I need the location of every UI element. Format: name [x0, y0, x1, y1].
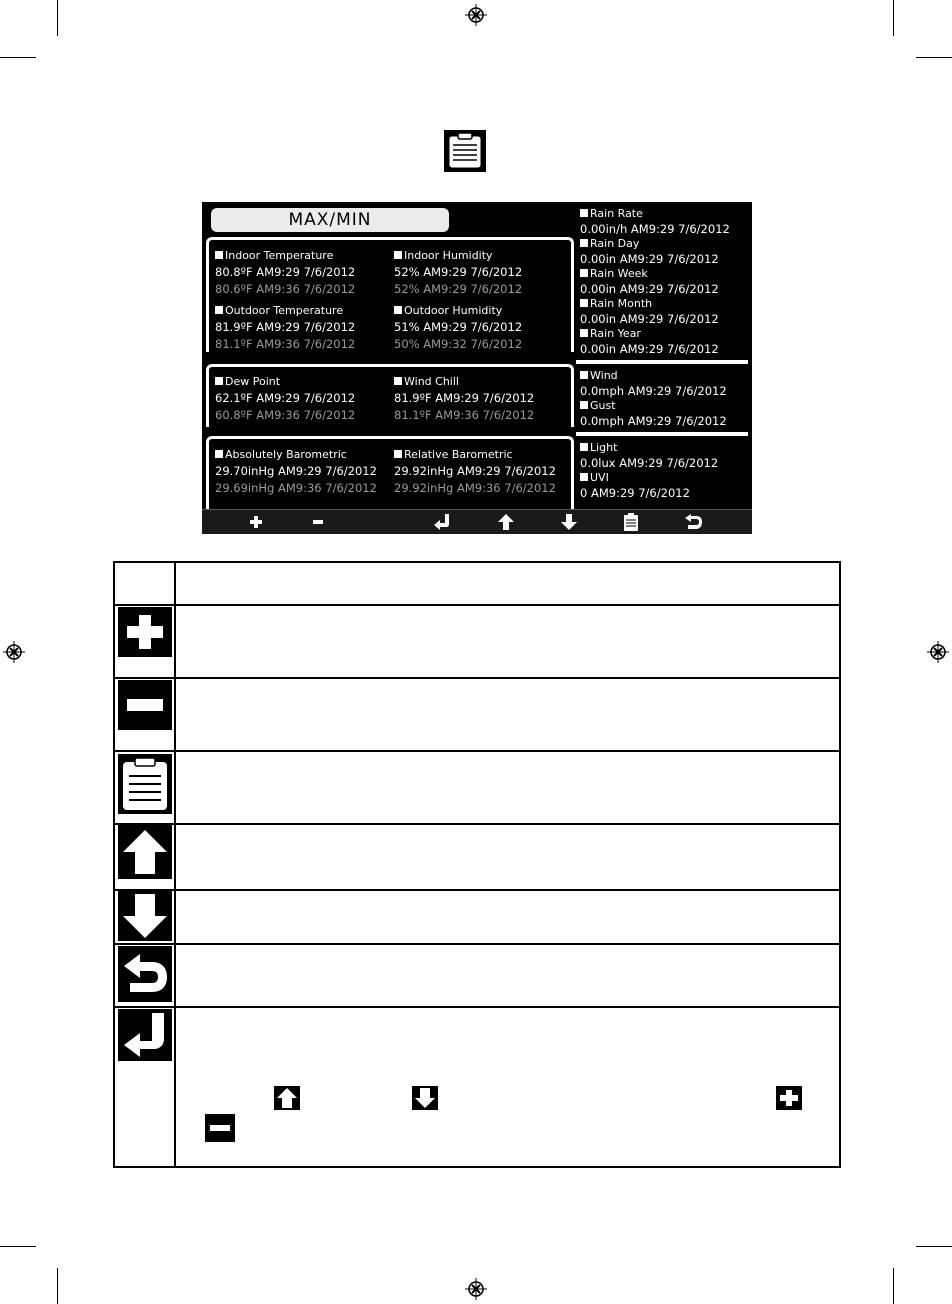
crop-mark — [0, 1246, 36, 1247]
indoor-temperature[interactable] — [215, 247, 355, 298]
gust-value: 0.0mph AM9:29 7/6/2012 — [580, 413, 727, 428]
indoor-humidity-min: 52% AM9:29 7/6/2012 — [394, 282, 523, 296]
outdoor-humidity[interactable] — [394, 302, 522, 353]
temperature-humidity-panel — [206, 237, 574, 352]
screen-toolbar — [202, 509, 752, 534]
wind-chill-min: 81.1ºF AM9:36 7/6/2012 — [394, 408, 535, 422]
relative-barometric-max: 29.92inHg AM9:29 7/6/2012 — [394, 464, 556, 478]
rain-day-value: 0.00in AM9:29 7/6/2012 — [580, 251, 719, 266]
crop-mark — [0, 57, 36, 58]
indoor-temperature-label: Indoor Temperature — [225, 249, 334, 262]
arrow-down-icon[interactable] — [412, 1086, 438, 1110]
dew-point-label: Dew Point — [225, 375, 281, 388]
checkbox-icon — [394, 251, 402, 259]
absolutely-barometric-label: Absolutely Barometric — [225, 448, 347, 461]
arrow-up-icon[interactable] — [118, 825, 172, 879]
table-row-divider — [115, 677, 839, 679]
return-icon[interactable] — [118, 946, 172, 1002]
clipboard-icon[interactable] — [118, 754, 172, 814]
dew-point-max: 62.1ºF AM9:29 7/6/2012 — [215, 391, 356, 405]
rain-rate-value: 0.00in/h AM9:29 7/6/2012 — [580, 221, 730, 236]
maxmin-screen — [202, 202, 752, 534]
separator — [576, 432, 748, 436]
checkbox-icon — [580, 371, 588, 379]
checkbox-icon — [580, 443, 588, 451]
registration-mark-icon — [3, 641, 25, 663]
uvi-label: UVI — [590, 471, 609, 484]
checkbox-icon — [215, 450, 223, 458]
arrow-up-icon[interactable] — [274, 1086, 300, 1110]
outdoor-temperature-min: 81.1ºF AM9:36 7/6/2012 — [215, 337, 356, 351]
dew-point[interactable] — [215, 373, 355, 424]
barometric-panel — [206, 436, 574, 511]
arrow-up-icon[interactable] — [496, 513, 516, 531]
plus-icon[interactable] — [118, 607, 172, 657]
checkbox-icon — [215, 377, 223, 385]
plus-icon[interactable] — [246, 513, 266, 531]
checkbox-icon — [394, 306, 402, 314]
checkbox-icon — [580, 239, 588, 247]
minus-icon[interactable] — [308, 513, 328, 531]
checkbox-icon — [580, 209, 588, 217]
registration-mark-icon — [465, 1278, 487, 1300]
wind[interactable] — [580, 368, 750, 398]
table-row-divider — [115, 943, 839, 945]
light-label: Light — [590, 441, 618, 454]
rain-year[interactable] — [580, 326, 750, 356]
rain-week-label: Rain Week — [590, 267, 648, 280]
rain-year-label: Rain Year — [590, 327, 641, 340]
table-row-divider — [115, 889, 839, 891]
enter-icon[interactable] — [432, 513, 452, 531]
rain-week[interactable] — [580, 266, 750, 296]
outdoor-humidity-min: 50% AM9:32 7/6/2012 — [394, 337, 523, 351]
checkbox-icon — [580, 299, 588, 307]
minus-icon[interactable] — [205, 1114, 235, 1142]
rain-rate[interactable] — [580, 206, 750, 236]
plus-icon[interactable] — [776, 1086, 802, 1110]
registration-mark-icon — [927, 641, 949, 663]
crop-mark — [893, 0, 894, 36]
crop-mark — [916, 1246, 952, 1247]
rain-day[interactable] — [580, 236, 750, 266]
crop-mark — [57, 0, 58, 36]
gust-label: Gust — [590, 399, 616, 412]
dew-point-min: 60.8ºF AM9:36 7/6/2012 — [215, 408, 356, 422]
absolutely-barometric[interactable] — [215, 446, 377, 497]
return-icon[interactable] — [683, 513, 703, 531]
button-function-table — [113, 561, 841, 1168]
outdoor-temperature-max: 81.9ºF AM9:29 7/6/2012 — [215, 320, 356, 334]
indoor-humidity[interactable] — [394, 247, 522, 298]
table-row-divider — [115, 604, 839, 606]
outdoor-humidity-label: Outdoor Humidity — [404, 304, 503, 317]
outdoor-temperature-label: Outdoor Temperature — [225, 304, 344, 317]
checkbox-icon — [394, 377, 402, 385]
absolutely-barometric-min: 29.69inHg AM9:36 7/6/2012 — [215, 481, 377, 495]
table-row-divider — [115, 1006, 839, 1008]
crop-mark — [893, 1268, 894, 1304]
gust[interactable] — [580, 398, 750, 428]
clipboard-icon — [444, 130, 486, 172]
checkbox-icon — [580, 329, 588, 337]
screen-title: MAX/MIN — [211, 208, 449, 232]
rain-rate-label: Rain Rate — [590, 207, 643, 220]
checkbox-icon — [215, 306, 223, 314]
outdoor-humidity-max: 51% AM9:29 7/6/2012 — [394, 320, 523, 334]
indoor-humidity-label: Indoor Humidity — [404, 249, 493, 262]
rain-month[interactable] — [580, 296, 750, 326]
indoor-temperature-max: 80.8ºF AM9:29 7/6/2012 — [215, 265, 356, 279]
arrow-down-icon[interactable] — [118, 891, 172, 941]
light[interactable] — [580, 440, 750, 470]
dew-wind-chill-panel — [206, 364, 574, 427]
rain-year-value: 0.00in AM9:29 7/6/2012 — [580, 341, 719, 356]
checkbox-icon — [394, 450, 402, 458]
relative-barometric[interactable] — [394, 446, 556, 497]
outdoor-temperature[interactable] — [215, 302, 355, 353]
enter-icon[interactable] — [118, 1009, 172, 1061]
wind-chill-label: Wind Chill — [404, 375, 459, 388]
checkbox-icon — [580, 401, 588, 409]
rain-wind-light-column — [580, 206, 750, 500]
uvi-value: 0 AM9:29 7/6/2012 — [580, 485, 690, 500]
absolutely-barometric-max: 29.70inHg AM9:29 7/6/2012 — [215, 464, 377, 478]
wind-value: 0.0mph AM9:29 7/6/2012 — [580, 383, 727, 398]
rain-day-label: Rain Day — [590, 237, 640, 250]
rain-week-value: 0.00in AM9:29 7/6/2012 — [580, 281, 719, 296]
indoor-humidity-max: 52% AM9:29 7/6/2012 — [394, 265, 523, 279]
table-row-divider — [115, 750, 839, 752]
separator — [576, 360, 748, 364]
relative-barometric-label: Relative Barometric — [404, 448, 513, 461]
clipboard-icon[interactable] — [621, 513, 641, 531]
wind-chill-max: 81.9ºF AM9:29 7/6/2012 — [394, 391, 535, 405]
minus-icon[interactable] — [118, 680, 172, 730]
checkbox-icon — [580, 269, 588, 277]
table-row-divider — [115, 823, 839, 825]
checkbox-icon — [215, 251, 223, 259]
light-value: 0.0lux AM9:29 7/6/2012 — [580, 455, 719, 470]
registration-mark-icon — [465, 4, 487, 26]
rain-month-label: Rain Month — [590, 297, 653, 310]
rain-month-value: 0.00in AM9:29 7/6/2012 — [580, 311, 719, 326]
crop-mark — [57, 1268, 58, 1304]
uvi[interactable] — [580, 470, 750, 500]
wind-label: Wind — [590, 369, 618, 382]
crop-mark — [916, 57, 952, 58]
arrow-down-icon[interactable] — [559, 513, 579, 531]
table-column-divider — [174, 563, 176, 1166]
relative-barometric-min: 29.92inHg AM9:36 7/6/2012 — [394, 481, 556, 495]
indoor-temperature-min: 80.6ºF AM9:36 7/6/2012 — [215, 282, 356, 296]
wind-chill[interactable] — [394, 373, 534, 424]
checkbox-icon — [580, 473, 588, 481]
